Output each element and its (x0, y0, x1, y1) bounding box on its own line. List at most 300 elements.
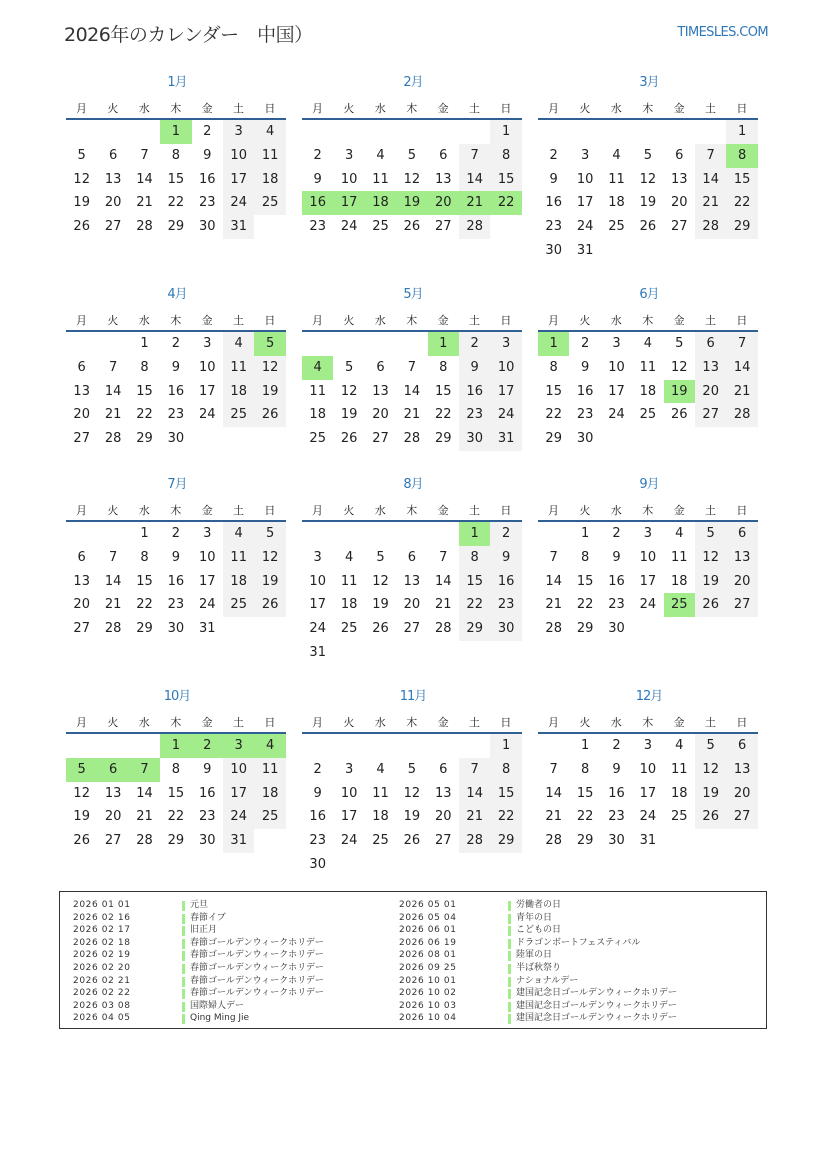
day-cell: 29 (490, 829, 521, 853)
weekday-label: 金 (673, 716, 685, 729)
day-cell: 22 (136, 597, 153, 613)
day-cell: 25 (254, 805, 285, 829)
day-cell: 11 (254, 144, 285, 168)
day-cell: 13 (726, 758, 757, 782)
day-cell: 17 (340, 809, 358, 825)
day-cell: 28 (459, 215, 490, 239)
holiday-cell: 1 (160, 120, 191, 144)
month-title: 8月 (403, 477, 423, 492)
day-cell: 17 (490, 380, 521, 404)
day-cell: 31 (309, 645, 326, 660)
holiday-name: ナショナルデー (516, 975, 579, 986)
weekday-label: 水 (138, 314, 150, 327)
day-cell: 14 (545, 573, 562, 589)
weekday-label: 土 (469, 504, 480, 517)
day-cell: 18 (639, 383, 657, 399)
day-cell: 22 (435, 407, 452, 423)
day-cell: 19 (695, 570, 726, 594)
day-cell: 5 (344, 359, 354, 375)
day-cell: 31 (490, 427, 521, 451)
day-cell: 17 (309, 597, 326, 613)
weekday-label: 木 (170, 314, 182, 327)
day-cell: 7 (549, 761, 558, 777)
day-cell: 30 (309, 857, 326, 872)
day-cell: 9 (459, 356, 490, 380)
day-cell: 21 (545, 809, 562, 825)
holiday-name: 春節ゴールデンウィークホリデー (190, 937, 324, 948)
weekday-label: 木 (406, 102, 418, 115)
day-cell: 29 (726, 215, 757, 239)
day-cell: 29 (435, 431, 452, 447)
holiday-marker (508, 914, 511, 924)
day-cell: 14 (435, 573, 452, 589)
day-cell: 8 (580, 761, 590, 777)
day-cell: 15 (576, 785, 594, 801)
day-cell: 10 (639, 549, 657, 565)
weekday-label: 日 (500, 716, 512, 729)
day-cell: 10 (199, 359, 216, 375)
day-cell: 18 (223, 380, 254, 404)
weekday-label: 日 (736, 102, 748, 115)
weekday-label: 金 (201, 504, 213, 517)
day-cell: 20 (671, 195, 688, 211)
day-cell: 1 (140, 336, 149, 351)
weekday-label: 水 (138, 102, 150, 115)
day-cell: 3 (612, 336, 621, 351)
day-cell: 2 (203, 124, 212, 139)
day-cell: 12 (254, 546, 285, 570)
day-cell: 16 (608, 785, 625, 801)
day-cell: 12 (671, 359, 688, 375)
day-cell: 30 (167, 621, 185, 637)
weekday-label: 月 (76, 314, 87, 327)
day-cell: 3 (643, 526, 653, 541)
weekday-label: 土 (233, 102, 244, 115)
holiday-cell: 3 (223, 734, 254, 758)
day-cell: 5 (643, 147, 653, 163)
day-cell: 30 (545, 243, 562, 258)
weekday-label: 日 (736, 504, 748, 517)
weekday-label: 木 (406, 314, 418, 327)
day-cell: 30 (608, 833, 625, 849)
day-cell: 29 (136, 621, 153, 637)
day-cell: 6 (439, 147, 448, 163)
day-cell: 19 (403, 809, 421, 825)
weekday-label: 木 (406, 716, 418, 729)
day-cell: 26 (671, 407, 688, 423)
day-cell: 7 (407, 359, 417, 375)
day-cell: 21 (136, 195, 153, 211)
weekday-label: 木 (642, 504, 654, 517)
holiday-cell: 17 (333, 191, 364, 215)
holiday-cell: 20 (428, 191, 459, 215)
day-cell: 25 (223, 403, 254, 427)
day-cell: 3 (344, 147, 354, 163)
day-cell: 31 (223, 215, 254, 239)
day-cell: 11 (223, 546, 254, 570)
day-cell: 19 (372, 597, 389, 613)
weekday-label: 日 (500, 504, 512, 517)
day-cell: 9 (612, 761, 621, 777)
day-cell: 6 (407, 549, 417, 565)
weekday-label: 金 (201, 102, 213, 115)
weekday-label: 火 (579, 102, 591, 115)
day-cell: 29 (576, 833, 594, 849)
day-cell: 8 (171, 147, 181, 163)
day-cell: 20 (695, 380, 726, 404)
weekday-label: 金 (201, 716, 213, 729)
holiday-name: 春節ゴールデンウィークホリデー (190, 988, 324, 999)
day-cell: 2 (580, 336, 590, 351)
day-cell: 13 (403, 573, 421, 589)
weekday-label: 日 (264, 102, 276, 115)
day-cell: 19 (73, 195, 90, 211)
day-cell: 10 (223, 758, 254, 782)
holiday-name: 労働者の日 (516, 900, 562, 910)
holiday-cell: 1 (160, 734, 191, 758)
holiday-cell: 4 (302, 356, 333, 380)
day-cell: 22 (576, 809, 594, 825)
weekday-label: 月 (548, 102, 559, 115)
day-cell: 5 (407, 761, 417, 777)
weekday-label: 火 (343, 716, 355, 729)
day-cell: 10 (340, 171, 358, 187)
weekday-label: 金 (437, 102, 449, 115)
day-cell: 24 (223, 191, 254, 215)
day-cell: 23 (199, 809, 216, 825)
weekday-label: 水 (374, 504, 386, 517)
weekday-label: 水 (374, 102, 386, 115)
weekday-label: 木 (406, 504, 418, 517)
day-cell: 13 (435, 171, 452, 187)
day-cell: 14 (459, 782, 490, 806)
weekday-label: 金 (673, 314, 685, 327)
day-cell: 2 (612, 526, 621, 541)
day-cell: 22 (576, 597, 594, 613)
holiday-marker (182, 964, 185, 974)
day-cell: 21 (545, 597, 562, 613)
page-header (64, 20, 768, 48)
day-cell: 21 (459, 805, 490, 829)
page-title: 2026年のカレンダー 中国） (64, 24, 313, 46)
day-cell: 3 (203, 526, 212, 541)
weekday-label: 水 (138, 716, 150, 729)
day-cell: 13 (372, 383, 389, 399)
day-cell: 28 (435, 621, 452, 637)
holiday-name: 旧正月 (190, 925, 218, 936)
day-cell: 30 (199, 833, 216, 849)
holiday-cell: 1 (428, 332, 459, 356)
month-title: 5月 (403, 287, 423, 302)
month-title: 4月 (167, 287, 187, 302)
holiday-date: 2026 02 16 (73, 912, 131, 923)
holiday-marker (182, 939, 185, 949)
holiday-marker (182, 951, 185, 961)
day-cell: 18 (340, 597, 358, 613)
holiday-cell: 5 (254, 332, 285, 356)
day-cell: 4 (675, 738, 684, 753)
holiday-cell: 8 (726, 144, 757, 168)
holiday-cell: 2 (192, 734, 223, 758)
weekday-label: 日 (500, 314, 512, 327)
day-cell: 26 (73, 833, 90, 849)
day-cell: 2 (171, 336, 181, 351)
day-cell: 4 (254, 120, 285, 144)
holiday-list (59, 891, 767, 1029)
month-title: 12月 (635, 689, 663, 704)
weekday-label: 水 (610, 314, 622, 327)
weekday-label: 土 (469, 716, 480, 729)
weekday-label: 火 (579, 504, 591, 517)
day-cell: 5 (254, 522, 285, 546)
weekday-label: 土 (705, 716, 716, 729)
day-cell: 15 (726, 168, 757, 192)
day-cell: 28 (459, 829, 490, 853)
day-cell: 23 (199, 195, 216, 211)
holiday-date: 2026 02 17 (73, 925, 131, 936)
day-cell: 6 (376, 359, 385, 375)
weekday-label: 金 (673, 504, 685, 517)
day-cell: 26 (639, 219, 657, 235)
day-cell: 17 (223, 782, 254, 806)
holiday-date: 2026 02 22 (73, 988, 131, 999)
day-cell: 7 (726, 332, 757, 356)
day-cell: 12 (254, 356, 285, 380)
weekday-label: 日 (264, 716, 276, 729)
day-cell: 18 (309, 407, 326, 423)
day-cell: 20 (104, 809, 122, 825)
holiday-name: 青年の日 (516, 912, 553, 923)
day-cell: 8 (439, 359, 448, 375)
day-cell: 12 (639, 171, 657, 187)
holiday-name: こどもの日 (516, 925, 562, 936)
holiday-marker (508, 951, 511, 961)
day-cell: 12 (403, 171, 421, 187)
holiday-name: 建国記念日ゴールデンウィークホリデー (516, 1013, 677, 1024)
weekday-label: 火 (107, 102, 119, 115)
weekday-label: 月 (312, 716, 323, 729)
day-cell: 31 (639, 833, 657, 849)
weekday-label: 土 (233, 314, 244, 327)
day-cell: 8 (580, 549, 590, 565)
day-cell: 8 (140, 359, 149, 375)
day-cell: 13 (73, 573, 90, 589)
day-cell: 15 (545, 383, 562, 399)
holiday-date: 2026 06 01 (399, 925, 457, 936)
day-cell: 4 (223, 332, 254, 356)
weekday-label: 金 (437, 504, 449, 517)
holiday-cell: 18 (365, 191, 396, 215)
day-cell: 24 (490, 403, 521, 427)
day-cell: 17 (576, 195, 594, 211)
weekday-label: 土 (469, 314, 480, 327)
day-cell: 23 (459, 403, 490, 427)
day-cell: 1 (580, 526, 590, 541)
day-cell: 16 (545, 195, 562, 211)
weekday-label: 月 (312, 504, 323, 517)
day-cell: 5 (695, 522, 726, 546)
day-cell: 30 (167, 431, 185, 447)
day-cell: 7 (695, 144, 726, 168)
day-cell: 10 (199, 549, 216, 565)
holiday-marker (508, 989, 511, 999)
day-cell: 14 (104, 573, 122, 589)
day-cell: 18 (671, 785, 688, 801)
weekday-label: 木 (170, 102, 182, 115)
holiday-date: 2026 04 05 (73, 1013, 131, 1024)
weekday-label: 月 (548, 314, 559, 327)
holiday-cell: 22 (490, 191, 521, 215)
day-cell: 4 (376, 147, 385, 163)
holiday-name: 建国記念日ゴールデンウィークホリデー (516, 988, 677, 999)
holiday-date: 2026 02 18 (73, 937, 131, 948)
day-cell: 14 (726, 356, 757, 380)
holiday-name: 春節イブ (190, 912, 226, 923)
day-cell: 9 (612, 549, 621, 565)
holiday-marker (182, 1002, 185, 1012)
day-cell: 10 (490, 356, 521, 380)
day-cell: 9 (171, 359, 181, 375)
day-cell: 3 (344, 761, 354, 777)
day-cell: 16 (199, 785, 216, 801)
holiday-marker (182, 977, 185, 987)
day-cell: 19 (340, 407, 358, 423)
day-cell: 25 (309, 431, 326, 447)
site-link[interactable]: TIMESLES.COM (677, 25, 768, 40)
day-cell: 9 (203, 147, 212, 163)
day-cell: 16 (459, 380, 490, 404)
holiday-date: 2026 08 01 (399, 950, 457, 961)
holiday-date: 2026 02 20 (73, 962, 131, 973)
day-cell: 4 (223, 522, 254, 546)
holiday-cell: 5 (66, 758, 97, 782)
day-cell: 20 (403, 597, 421, 613)
day-cell: 28 (403, 431, 421, 447)
day-cell: 23 (490, 593, 521, 617)
day-cell: 15 (136, 383, 153, 399)
day-cell: 5 (407, 147, 417, 163)
weekday-label: 水 (138, 504, 150, 517)
day-cell: 30 (490, 617, 521, 641)
day-cell: 9 (203, 761, 212, 777)
day-cell: 29 (136, 431, 153, 447)
day-cell: 30 (459, 427, 490, 451)
day-cell: 16 (490, 570, 521, 594)
holiday-date: 2026 10 01 (399, 975, 457, 986)
day-cell: 27 (726, 805, 757, 829)
day-cell: 14 (104, 383, 122, 399)
weekday-label: 日 (264, 504, 276, 517)
day-cell: 28 (104, 621, 122, 637)
holiday-name: 春節ゴールデンウィークホリデー (190, 975, 324, 986)
day-cell: 23 (309, 833, 326, 849)
day-cell: 24 (340, 219, 358, 235)
weekday-label: 月 (312, 314, 323, 327)
day-cell: 7 (459, 758, 490, 782)
day-cell: 18 (372, 809, 389, 825)
day-cell: 1 (140, 526, 149, 541)
day-cell: 11 (372, 785, 389, 801)
holiday-date: 2026 10 04 (399, 1013, 457, 1024)
day-cell: 20 (73, 597, 90, 613)
month-title: 11月 (399, 689, 427, 704)
day-cell: 31 (199, 621, 216, 637)
day-cell: 7 (108, 549, 118, 565)
day-cell: 27 (104, 219, 122, 235)
day-cell: 28 (695, 215, 726, 239)
day-cell: 12 (403, 785, 421, 801)
weekday-label: 水 (610, 504, 622, 517)
day-cell: 3 (313, 549, 322, 565)
day-cell: 24 (340, 833, 358, 849)
day-cell: 5 (376, 549, 385, 565)
day-cell: 2 (313, 761, 322, 777)
day-cell: 24 (576, 219, 594, 235)
weekday-label: 土 (705, 102, 716, 115)
day-cell: 16 (167, 573, 185, 589)
day-cell: 29 (167, 219, 185, 235)
day-cell: 28 (136, 833, 153, 849)
day-cell: 18 (254, 168, 285, 192)
day-cell: 25 (671, 809, 688, 825)
day-cell: 27 (73, 621, 90, 637)
holiday-date: 2026 01 01 (73, 900, 131, 910)
holiday-date: 2026 03 08 (73, 1000, 131, 1011)
weekday-label: 日 (736, 716, 748, 729)
day-cell: 8 (490, 144, 521, 168)
weekday-label: 金 (437, 314, 449, 327)
day-cell: 5 (77, 147, 86, 163)
day-cell: 29 (576, 621, 594, 637)
day-cell: 22 (490, 805, 521, 829)
day-cell: 6 (77, 549, 86, 565)
day-cell: 14 (459, 168, 490, 192)
day-cell: 7 (549, 549, 558, 565)
day-cell: 26 (372, 621, 389, 637)
weekday-label: 土 (233, 504, 244, 517)
day-cell: 13 (671, 171, 688, 187)
day-cell: 27 (104, 833, 122, 849)
holiday-cell: 19 (664, 380, 695, 404)
weekday-label: 月 (76, 102, 87, 115)
day-cell: 21 (695, 191, 726, 215)
day-cell: 14 (136, 171, 153, 187)
holiday-cell: 4 (254, 734, 285, 758)
day-cell: 25 (223, 593, 254, 617)
month-divider (302, 732, 522, 734)
day-cell: 14 (545, 785, 562, 801)
holiday-date: 2026 10 03 (399, 1000, 457, 1011)
weekday-label: 月 (76, 504, 87, 517)
holiday-name: 国際婦人デー (190, 1000, 245, 1011)
day-cell: 11 (223, 356, 254, 380)
day-cell: 19 (254, 570, 285, 594)
holiday-marker (508, 926, 511, 936)
day-cell: 18 (254, 782, 285, 806)
day-cell: 24 (199, 597, 216, 613)
day-cell: 28 (545, 833, 562, 849)
day-cell: 30 (576, 431, 594, 447)
day-cell: 8 (140, 549, 149, 565)
holiday-name: 建国記念日ゴールデンウィークホリデー (516, 1000, 677, 1011)
day-cell: 17 (223, 168, 254, 192)
weekday-label: 月 (548, 716, 559, 729)
weekday-label: 火 (579, 716, 591, 729)
holiday-cell: 16 (302, 191, 333, 215)
day-cell: 3 (223, 120, 254, 144)
weekday-label: 火 (107, 314, 119, 327)
day-cell: 9 (171, 549, 181, 565)
